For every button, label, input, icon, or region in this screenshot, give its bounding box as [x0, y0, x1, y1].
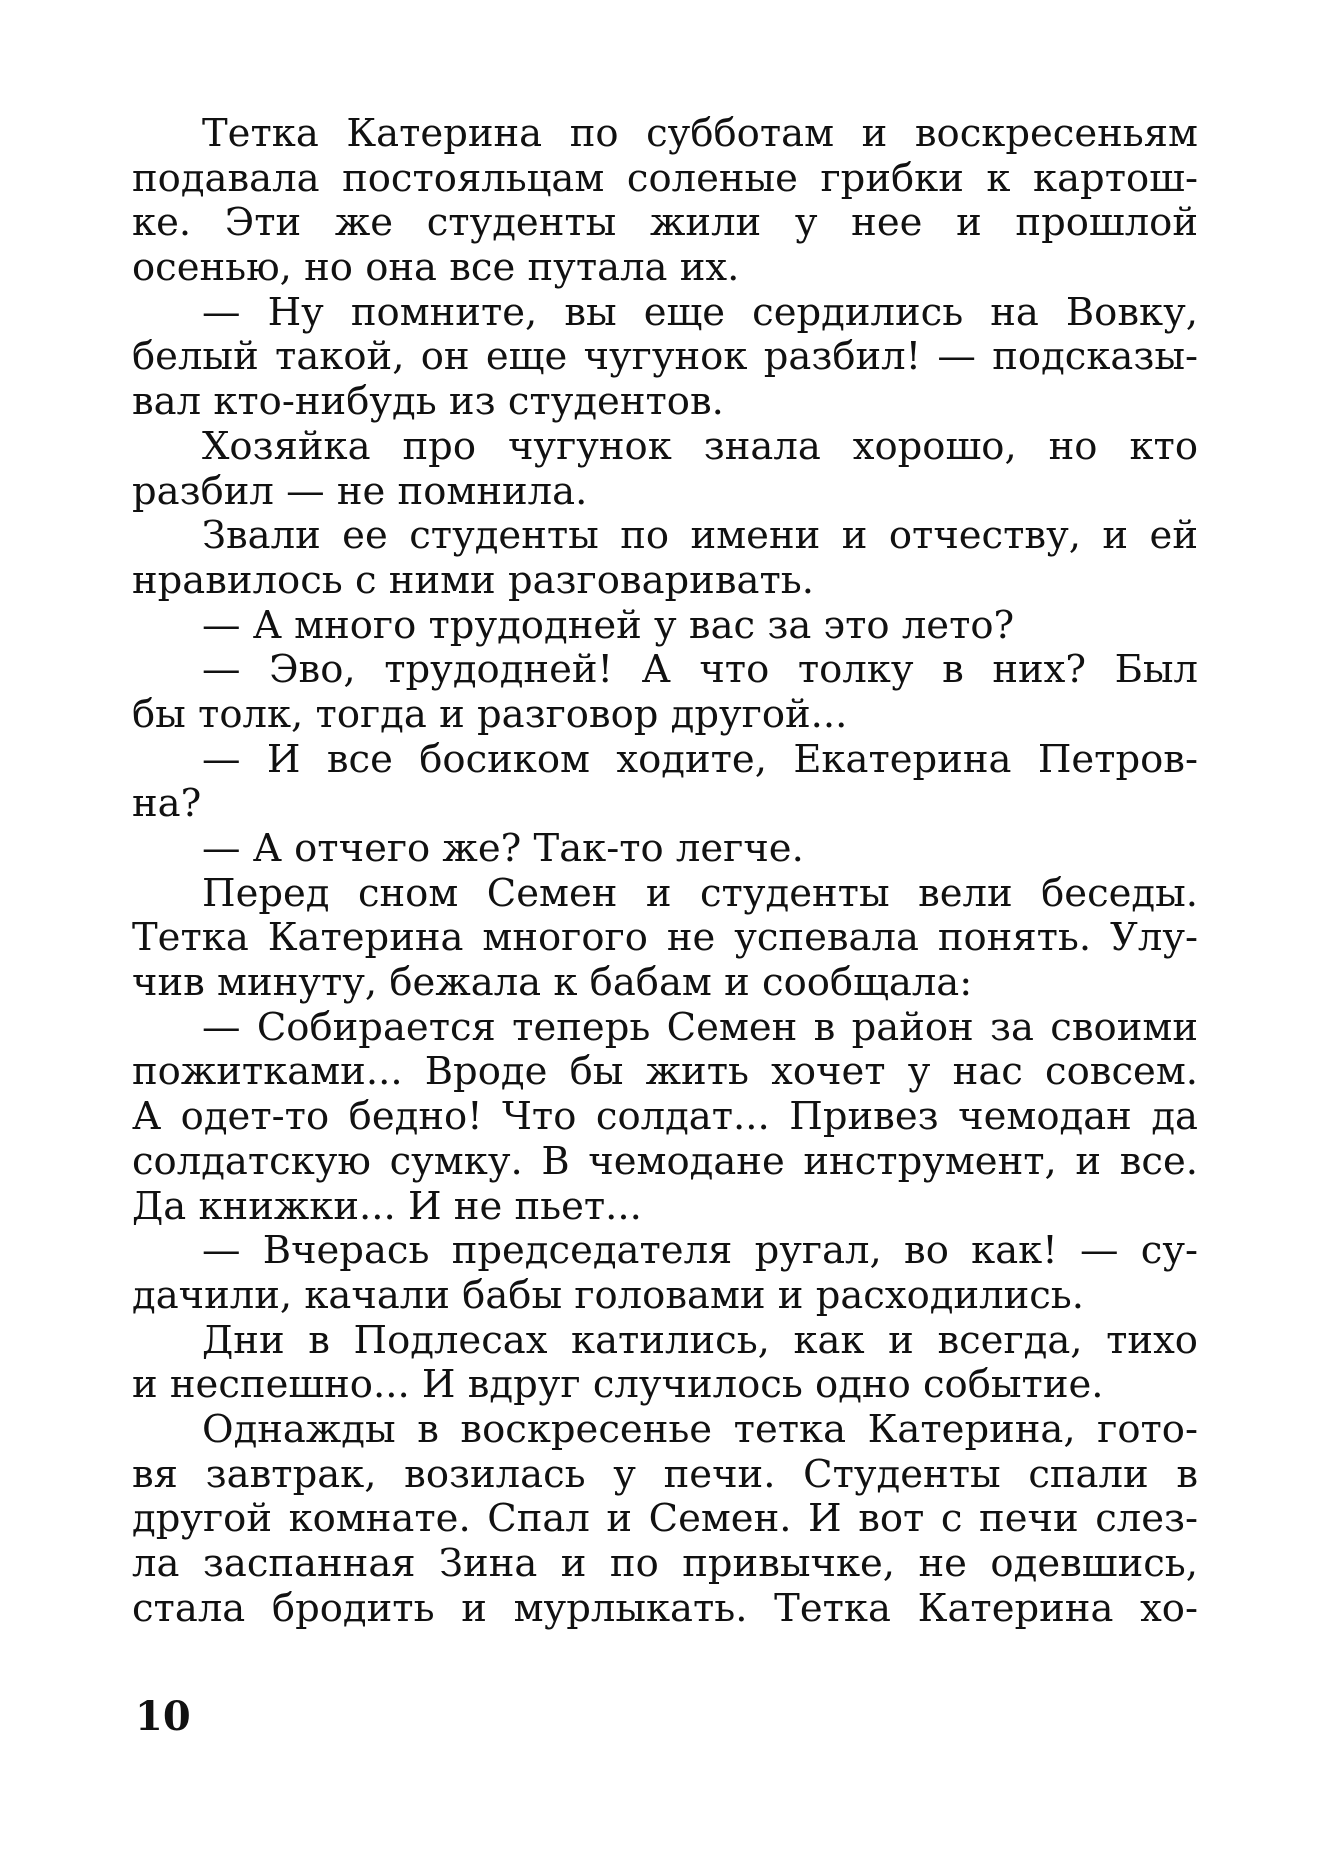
text-line: Да книжки... И не пьет... — [132, 1183, 642, 1229]
text-line: Тетка Катерина многого не успевала понять. Улу- — [132, 915, 1198, 961]
text-line: и неспешно... И вдруг случилось одно событие. — [132, 1362, 1104, 1408]
text-line: — А много трудодней у вас за это лето? — [202, 602, 1015, 648]
text-line: на? — [132, 781, 202, 827]
text-line: разбил — не помнила. — [132, 468, 588, 514]
text-line: бы толк, тогда и разговор другой... — [132, 691, 848, 737]
text-line: ке. Эти же студенты жили у нее и прошлой — [132, 200, 1198, 246]
text-line: чив минуту, бежала к бабам и сообщала: — [132, 960, 973, 1006]
text-line: — Ну помните, вы еще сердились на Вовку, — [202, 289, 1198, 335]
text-line: осенью, но она все путала их. — [132, 245, 740, 291]
text-line: солдатскую сумку. В чемодане инструмент, и все. — [132, 1138, 1198, 1184]
text-line: Однажды в воскресенье тетка Катерина, гото- — [202, 1406, 1198, 1452]
text-line: — А отчего же? Так-то легче. — [202, 826, 804, 871]
text-line: Дни в Подлесах катились, как и всегда, тихо — [202, 1317, 1198, 1363]
text-line: подавала постояльцам соленые грибки к картош- — [132, 155, 1198, 201]
text-line: пожитками... Вроде бы жить хочет у нас совсем. — [132, 1049, 1198, 1095]
text-line: вя завтрак, возилась у печи. Студенты спали в — [132, 1451, 1198, 1497]
text-line: стала бродить и мурлыкать. Тетка Катерина хо- — [132, 1585, 1198, 1631]
text-line: Перед сном Семен и студенты вели беседы. — [202, 870, 1198, 916]
page-body — [132, 112, 1198, 1631]
text-line: нравилось с ними разговаривать. — [132, 557, 814, 603]
text-line: дачили, качали бабы головами и расходились. — [132, 1272, 1084, 1318]
text-line: другой комнате. Спал и Семен. И вот с печи слез- — [132, 1496, 1198, 1542]
text-line: — И все босиком ходите, Екатерина Петров- — [202, 736, 1198, 782]
text-line: — Собирается теперь Семен в район за своими — [202, 1004, 1198, 1050]
text-line: вал кто-нибудь из студентов. — [132, 379, 724, 425]
text-line: Звали ее студенты по имени и отчеству, и ей — [202, 513, 1198, 559]
page-number: 10 — [135, 1693, 191, 1740]
text-line: ла заспанная Зина и по привычке, не одевшись, — [132, 1541, 1198, 1586]
text-line: Хозяйка про чугунок знала хорошо, но кто — [202, 423, 1198, 469]
text-line: А одет-то бедно! Что солдат... Привез чемодан да — [132, 1094, 1198, 1140]
text-line: — Вчерась председателя ругал, во как! — су- — [202, 1228, 1198, 1274]
text-line: белый такой, он еще чугунок разбил! — подсказы- — [132, 334, 1198, 380]
text-line: Тетка Катерина по субботам и воскресеньям — [202, 111, 1198, 156]
text-line: — Эво, трудодней! А что толку в них? Был — [202, 647, 1198, 693]
